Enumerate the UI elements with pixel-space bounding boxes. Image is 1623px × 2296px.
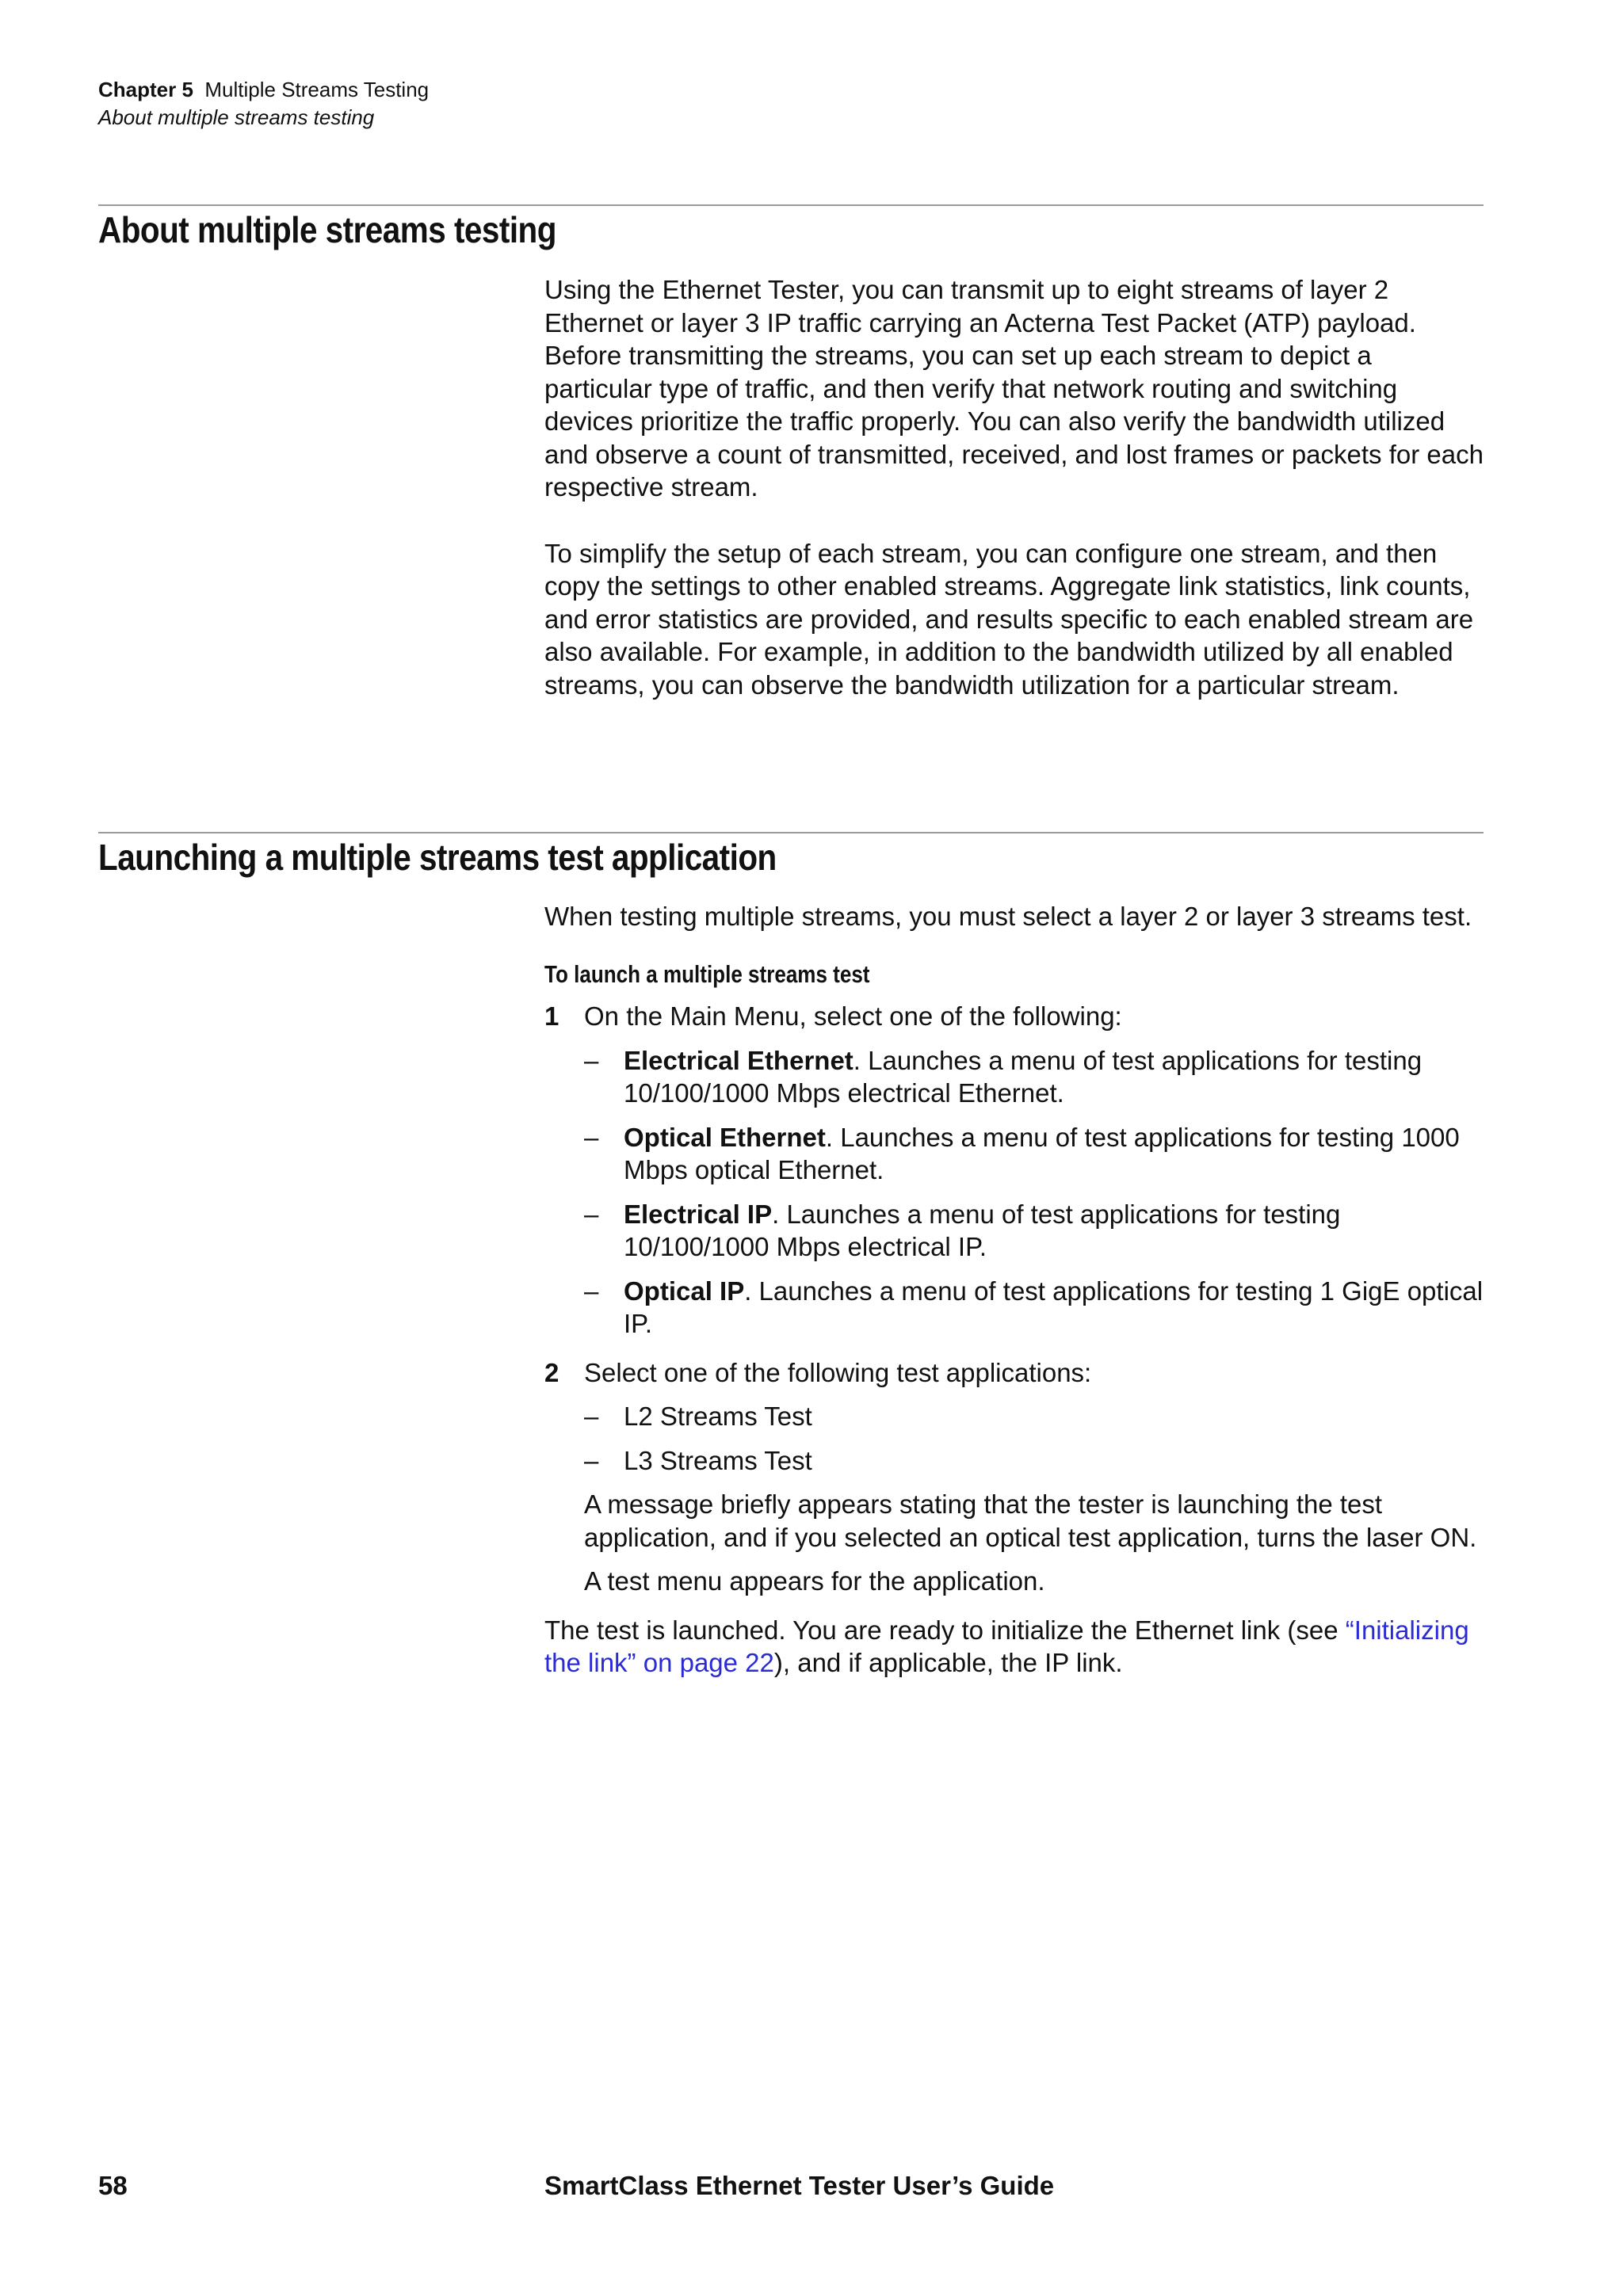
section-divider: [98, 832, 1484, 833]
section-body: [544, 273, 1484, 701]
running-section: About multiple streams testing: [98, 105, 375, 129]
section-divider: [98, 204, 1484, 206]
paragraph: To simplify the setup of each stream, you can configure one stream, and then copy the settings to other enabled streams. Aggregate link statistics, link counts, and error statistics are provided, and results specific to each enabled stream are also available. For example, in addition to the bandwidth utilized by all enabled streams, you can observe the bandwidth utilization for a particular stream.: [544, 538, 1474, 700]
section-heading: About multiple streams testing: [98, 209, 556, 250]
list-item: – L3 Streams Test: [584, 1445, 812, 1475]
step-text: Select one of the following test applications:: [584, 1357, 1092, 1387]
paragraph: Using the Ethernet Tester, you can transmit up to eight streams of layer 2 Ethernet or layer 3 IP traffic carrying an Acterna Test Packet (ATP) payload. Before transmitting the streams, you can set up each stream to depict a particular type of traffic, and then verify that network routing and switching devices prioritize the traffic properly. You can also verify the bandwidth utilized and observe a count of transmitted, received, and lost frames or packets for each respective stream.: [544, 275, 1484, 502]
list-item: – Optical IP. Launches a menu of test applications for testing 1 GigE optical IP.: [584, 1276, 1484, 1338]
page-number: 58: [98, 2171, 128, 2200]
paragraph: When testing multiple streams, you must select a layer 2 or layer 3 streams test.: [544, 902, 1472, 931]
list-item: – L2 Streams Test: [584, 1402, 812, 1431]
cross-reference-link[interactable]: “Initializing the link” on page 22: [544, 1615, 1469, 1677]
step-note: A test menu appears for the application.: [584, 1566, 1045, 1596]
list-item: – Optical Ethernet. Launches a menu of test applications for testing 1000 Mbps optical Ethernet.: [584, 1122, 1460, 1184]
running-header: [98, 76, 429, 132]
list-item: – Electrical IP. Launches a menu of test applications for testing 10/100/1000 Mbps electrical IP.: [584, 1199, 1341, 1261]
step-number: 2: [544, 1357, 559, 1387]
book-title: SmartClass Ethernet Tester User’s Guide: [544, 2171, 1055, 2200]
chapter-title: Multiple Streams Testing: [204, 78, 430, 101]
list-item: – Electrical Ethernet. Launches a menu of test applications for testing 10/100/1000 Mbps electrical Ethernet.: [584, 1045, 1423, 1108]
chapter-label: Chapter 5: [98, 78, 193, 101]
section-body: [544, 900, 1484, 1680]
closing-paragraph: The test is launched. You are ready to initialize the Ethernet link (see “Initializing the link” on page 22), and if applicable, the IP link.: [544, 1615, 1469, 1677]
step-number: 1: [544, 1001, 559, 1031]
procedure-step: [544, 1000, 1484, 1033]
step-text: On the Main Menu, select one of the following:: [584, 1001, 1122, 1031]
step-note: A message briefly appears stating that the tester is launching the test application, and if you selected an optical test application, turns the laser ON.: [584, 1489, 1477, 1552]
section-heading: Launching a multiple streams test application: [98, 837, 777, 878]
procedure-title: To launch a multiple streams test: [544, 959, 870, 988]
procedure-step: [544, 1356, 1484, 1390]
